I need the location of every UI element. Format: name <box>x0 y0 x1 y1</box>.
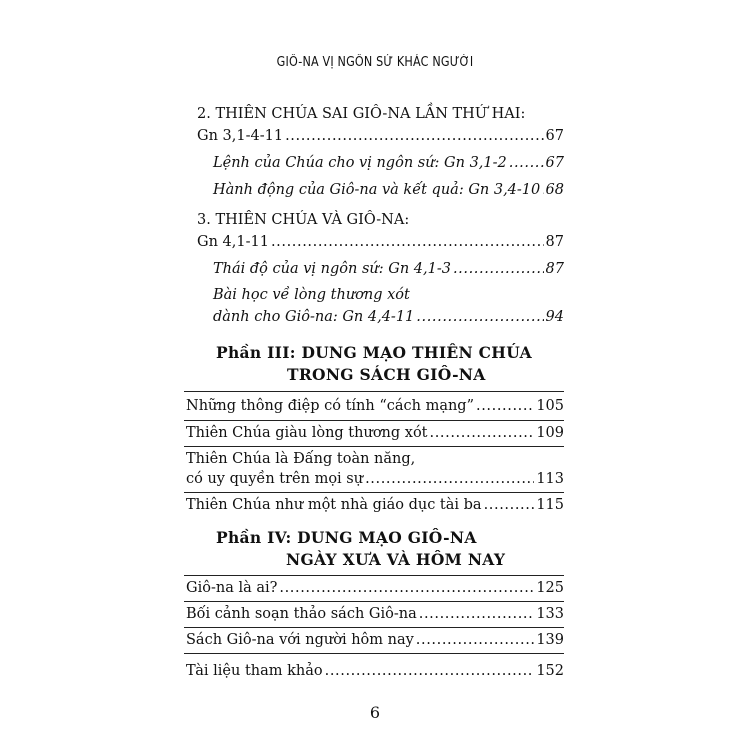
toc-entry-label: Gn 3,1-4-11 <box>197 128 284 144</box>
toc-entry-label: Những thông điệp có tính “cách mạng” <box>186 398 474 414</box>
toc-entry-page: 139 <box>536 632 564 648</box>
dot-leader <box>484 497 535 513</box>
dot-leader <box>509 155 544 171</box>
toc-entry-page: 67 <box>545 155 564 171</box>
toc-entry <box>213 155 564 171</box>
toc-entry-page: 152 <box>536 663 564 679</box>
section-rule <box>184 575 564 576</box>
running-head: GIÔ-NA VỊ NGÔN SỨ KHÁC NGƯỜI <box>276 55 474 70</box>
toc-entry-page: 68 <box>545 182 564 198</box>
part4-heading-line1: Phần IV: DUNG MẠO GIÔ-NA <box>216 528 477 547</box>
toc-entry <box>186 606 564 622</box>
toc-entry <box>186 632 564 648</box>
toc-entry-page: 67 <box>545 128 564 144</box>
toc-entry <box>213 182 564 198</box>
toc-entry-page: 94 <box>545 309 564 325</box>
toc-entry-page: 105 <box>536 398 564 414</box>
toc-entry <box>186 497 564 513</box>
toc-entry <box>186 663 564 679</box>
toc-entry <box>186 580 564 596</box>
section-rule <box>184 492 564 493</box>
toc-entry-page: 109 <box>536 425 564 441</box>
toc-entry <box>197 128 564 144</box>
dot-leader <box>325 663 535 679</box>
toc-entry-label: Thái độ của vị ngôn sứ: Gn 4,1-3 <box>213 261 451 277</box>
section3-title: 3. THIÊN CHÚA VÀ GIÔ-NA: <box>197 212 410 228</box>
section-rule <box>184 653 564 654</box>
toc-entry-label-line1: Thiên Chúa là Đấng toàn năng, <box>186 451 416 467</box>
section2-title: 2. THIÊN CHÚA SAI GIÔ-NA LẦN THỨ HAI: <box>197 106 526 122</box>
toc-entry-page: 87 <box>545 261 564 277</box>
toc-entry-label: Lệnh của Chúa cho vị ngôn sứ: Gn 3,1-2 <box>213 155 507 171</box>
toc-entry <box>186 398 564 414</box>
part4-heading-line2: NGÀY XƯA VÀ HÔM NAY <box>286 550 506 569</box>
part3-heading-line1: Phần III: DUNG MẠO THIÊN CHÚA <box>216 343 532 362</box>
dot-leader <box>542 182 543 198</box>
part3-heading-line2: TRONG SÁCH GIÔ-NA <box>287 365 486 384</box>
toc-entry <box>197 234 564 250</box>
dot-leader <box>365 471 534 487</box>
toc-entry <box>213 309 564 325</box>
toc-entry-page: 115 <box>536 497 564 513</box>
dot-leader <box>476 398 534 414</box>
toc-entry <box>213 261 564 277</box>
toc-entry-page: 87 <box>545 234 564 250</box>
toc-entry <box>186 471 564 487</box>
toc-entry-page: 125 <box>536 580 564 596</box>
dot-leader <box>285 128 543 144</box>
toc-entry-page: 113 <box>536 471 564 487</box>
toc-entry <box>186 425 564 441</box>
toc-entry-label: Giô-na là ai? <box>186 580 278 596</box>
dot-leader <box>416 632 535 648</box>
page-number: 6 <box>369 703 381 722</box>
dot-leader <box>416 309 543 325</box>
dot-leader <box>453 261 544 277</box>
toc-entry-label: Gn 4,1-11 <box>197 234 269 250</box>
toc-entry-label: Thiên Chúa như một nhà giáo dục tài ba <box>186 497 482 513</box>
toc-entry-label: dành cho Giô-na: Gn 4,4-11 <box>213 309 415 325</box>
toc-entry-page: 133 <box>536 606 564 622</box>
section-rule <box>184 446 564 447</box>
dot-leader <box>271 234 544 250</box>
toc-entry-label: Hành động của Giô-na và kết quả: Gn 3,4-10 <box>213 182 541 198</box>
dot-leader <box>279 580 534 596</box>
toc-entry-label: có uy quyền trên mọi sự <box>186 471 364 487</box>
toc-entry-label: Tài liệu tham khảo <box>186 663 323 679</box>
section-rule <box>184 601 564 602</box>
section-rule <box>184 391 564 392</box>
dot-leader <box>419 606 535 622</box>
toc-entry-label-line1: Bài học về lòng thương xót <box>213 287 410 303</box>
section-rule <box>184 420 564 421</box>
toc-entry-label: Thiên Chúa giàu lòng thương xót <box>186 425 428 441</box>
section-rule <box>184 627 564 628</box>
toc-entry-label: Sách Giô-na với người hôm nay <box>186 632 414 648</box>
toc-entry-label: Bối cảnh soạn thảo sách Giô-na <box>186 606 417 622</box>
dot-leader <box>430 425 535 441</box>
